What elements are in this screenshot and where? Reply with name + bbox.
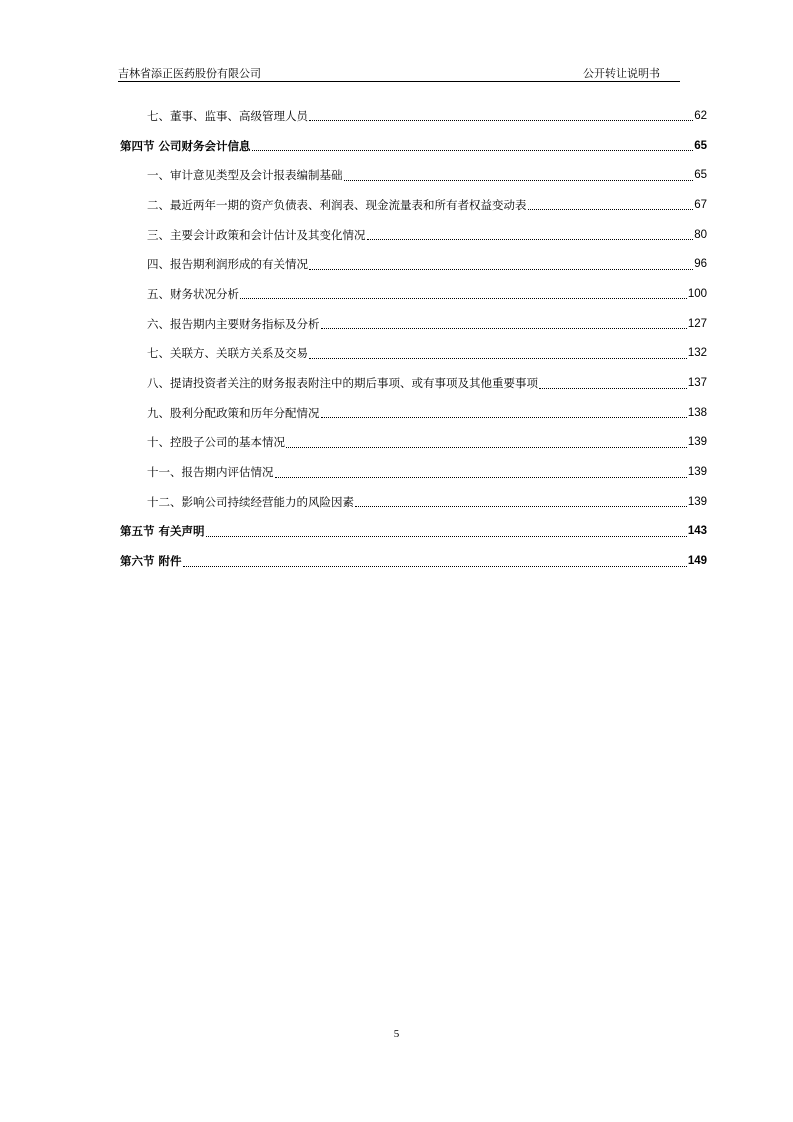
- toc-dot-leader: [240, 298, 687, 299]
- page-number: 5: [393, 1028, 400, 1040]
- header-document-type: 公开转让说明书: [583, 67, 660, 80]
- toc-entry-title: 九、股利分配政策和历年分配情况: [147, 405, 320, 420]
- toc-subsection-entry[interactable]: [120, 220, 707, 250]
- toc-entry-page-number: 96: [694, 258, 707, 271]
- toc-entry-title: 四、报告期利润形成的有关情况: [147, 257, 308, 272]
- toc-entry-page-number: 139: [687, 495, 707, 508]
- toc-subsection-entry[interactable]: [120, 249, 707, 279]
- toc-subsection-entry[interactable]: [120, 160, 707, 190]
- toc-dot-leader: [309, 269, 693, 270]
- toc-dot-leader: [206, 536, 687, 537]
- toc-entry-title: 五、财务状况分析: [147, 286, 239, 301]
- toc-section-entry[interactable]: [120, 546, 707, 576]
- toc-subsection-entry[interactable]: [120, 309, 707, 339]
- toc-entry-page-number: 139: [687, 436, 707, 449]
- header-company-name: 吉林省添正医药股份有限公司: [118, 67, 261, 80]
- toc-dot-leader: [321, 417, 687, 418]
- toc-entry-title: 第四节 公司财务会计信息: [120, 138, 251, 153]
- toc-subsection-entry[interactable]: [120, 457, 707, 487]
- toc-entry-title: 七、董事、监事、高级管理人员: [147, 108, 308, 123]
- toc-entry-page-number: 127: [687, 317, 707, 330]
- toc-entry-page-number: 137: [687, 377, 707, 390]
- toc-entry-title: 七、关联方、关联方关系及交易: [147, 346, 308, 361]
- toc-subsection-entry[interactable]: [120, 487, 707, 517]
- toc-entry-title: 二、最近两年一期的资产负债表、利润表、现金流量表和所有者权益变动表: [147, 197, 527, 212]
- page-header: [118, 60, 680, 82]
- toc-entry-page-number: 139: [687, 466, 707, 479]
- toc-entry-title: 六、报告期内主要财务指标及分析: [147, 316, 320, 331]
- toc-entry-title: 八、提请投资者关注的财务报表附注中的期后事项、或有事项及其他重要事项: [147, 376, 538, 391]
- toc-entry-title: 第六节 附件: [120, 554, 182, 569]
- toc-entry-title: 第五节 有关声明: [120, 524, 205, 539]
- toc-entry-page-number: 65: [694, 169, 707, 182]
- toc-entry-page-number: 132: [687, 347, 707, 360]
- toc-entry-page-number: 62: [694, 109, 707, 122]
- toc-dot-leader: [528, 209, 694, 210]
- toc-dot-leader: [367, 239, 694, 240]
- toc-entry-title: 十二、影响公司持续经营能力的风险因素: [147, 494, 354, 509]
- toc-subsection-entry[interactable]: [120, 190, 707, 220]
- toc-subsection-entry[interactable]: [120, 428, 707, 458]
- toc-dot-leader: [309, 358, 687, 359]
- toc-dot-leader: [275, 477, 687, 478]
- toc-entry-title: 一、审计意见类型及会计报表编制基础: [147, 168, 343, 183]
- toc-entry-page-number: 100: [687, 287, 707, 300]
- toc-dot-leader: [539, 388, 687, 389]
- toc-dot-leader: [286, 447, 687, 448]
- toc-subsection-entry[interactable]: [120, 101, 707, 131]
- toc-section-entry[interactable]: [120, 517, 707, 547]
- toc-subsection-entry[interactable]: [120, 398, 707, 428]
- toc-entry-page-number: 65: [694, 139, 707, 152]
- toc-dot-leader: [355, 506, 687, 507]
- toc-subsection-entry[interactable]: [120, 339, 707, 369]
- toc-entry-title: 十一、报告期内评估情况: [147, 465, 274, 480]
- toc-entry-page-number: 67: [694, 198, 707, 211]
- toc-entry-title: 十、控股子公司的基本情况: [147, 435, 285, 450]
- toc-subsection-entry[interactable]: [120, 279, 707, 309]
- toc-dot-leader: [252, 150, 694, 151]
- toc-entry-page-number: 80: [694, 228, 707, 241]
- table-of-contents: [120, 101, 707, 576]
- toc-subsection-entry[interactable]: [120, 368, 707, 398]
- toc-entry-page-number: 143: [687, 525, 707, 538]
- toc-entry-page-number: 149: [687, 555, 707, 568]
- toc-section-entry[interactable]: [120, 131, 707, 161]
- toc-entry-page-number: 138: [687, 406, 707, 419]
- toc-dot-leader: [321, 328, 687, 329]
- toc-dot-leader: [309, 120, 693, 121]
- toc-entry-title: 三、主要会计政策和会计估计及其变化情况: [147, 227, 366, 242]
- toc-dot-leader: [183, 566, 687, 567]
- toc-dot-leader: [344, 180, 694, 181]
